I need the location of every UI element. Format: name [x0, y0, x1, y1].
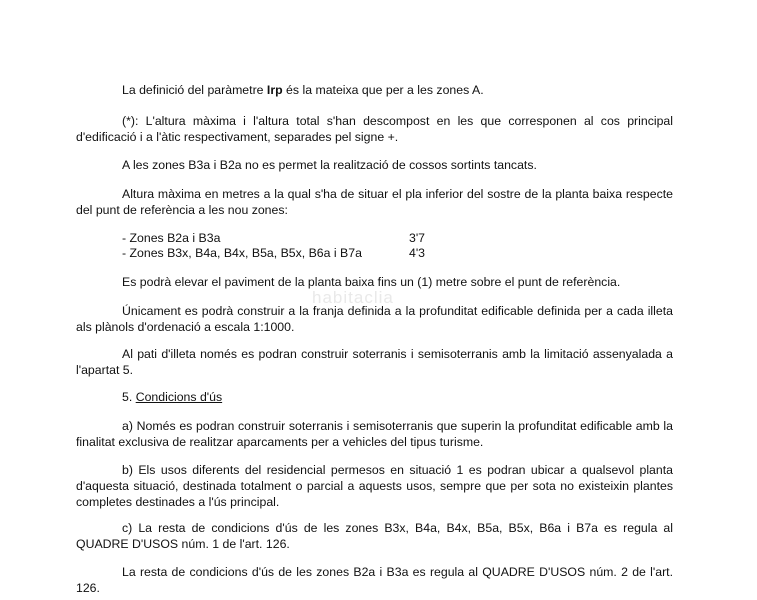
paragraph-use-rest: La resta de condicions d'ús de les zones B2a i B3a es regula al QUADRE D'USOS núm. 2 de l'art. 126. — [76, 565, 673, 595]
paragraph-strip: Únicament es podrà construir a la franja definida a la profunditat edificable definida per a cada illeta als plànols d'ordenació a escala 1:1000. — [76, 304, 673, 334]
text-span: La definició del paràmetre — [122, 83, 267, 97]
section-title: Condicions d'ús — [135, 390, 223, 404]
zone-row-value: 3'7 — [409, 231, 426, 245]
zone-row-label: - Zones B3x, B4a, B4x, B5a, B5x, B6a i B7a — [122, 246, 362, 260]
zone-row-label: - Zones B2a i B3a — [122, 231, 221, 245]
paragraph-max-height: Altura màxima en metres a la qual s'ha de situar el pla inferior del sostre de la planta baixa respecte del punt de referència a les nou zones: — [76, 187, 673, 217]
section-heading — [122, 389, 222, 405]
paragraph-footnote: (*): L'altura màxima i l'altura total s'han descompost en les que corresponen al cos principal d'edificació i a l'àtic respectivament, separades pel signe +. — [76, 114, 673, 144]
bold-term: Irp — [266, 83, 283, 97]
paragraph-courtyard: Al pati d'illeta només es podran construir soterranis i semisoterranis amb la limitació assenyalada a l'apartat 5. — [76, 347, 673, 377]
text-span: és la mateixa que per a les zones A. — [282, 83, 484, 97]
paragraph-irp-definition — [76, 82, 673, 98]
paragraph-floor-raise: Es podrà elevar el paviment de la planta baixa fins un (1) metre sobre el punt de referència. — [122, 275, 621, 289]
paragraph-use-b: b) Els usos diferents del residencial permesos en situació 1 es podran ubicar a qualsevol planta d'aquesta situació, destinada totalment o parcial a aquests usos, sempre que per sota no existeixin plantes completes destinades a l'ús principal. — [76, 463, 673, 509]
paragraph-use-a: a) Només es podran construir soterranis i semisoterranis que superin la profunditat edificable amb la finalitat exclusiva de realitzar aparcaments per a vehicles del tipus turisme. — [76, 419, 673, 449]
section-number: 5. — [122, 390, 136, 404]
paragraph-closed-bodies: A les zones B3a i B2a no es permet la realització de cossos sortints tancats. — [122, 158, 537, 172]
zone-row-value: 4'3 — [409, 246, 426, 260]
watermark: habitaclia — [312, 288, 394, 307]
paragraph-use-c: c) La resta de condicions d'ús de les zones B3x, B4a, B4x, B5a, B5x, B6a i B7a es regula al QUADRE D'USOS núm. 1 de l'art. 126. — [76, 521, 673, 551]
